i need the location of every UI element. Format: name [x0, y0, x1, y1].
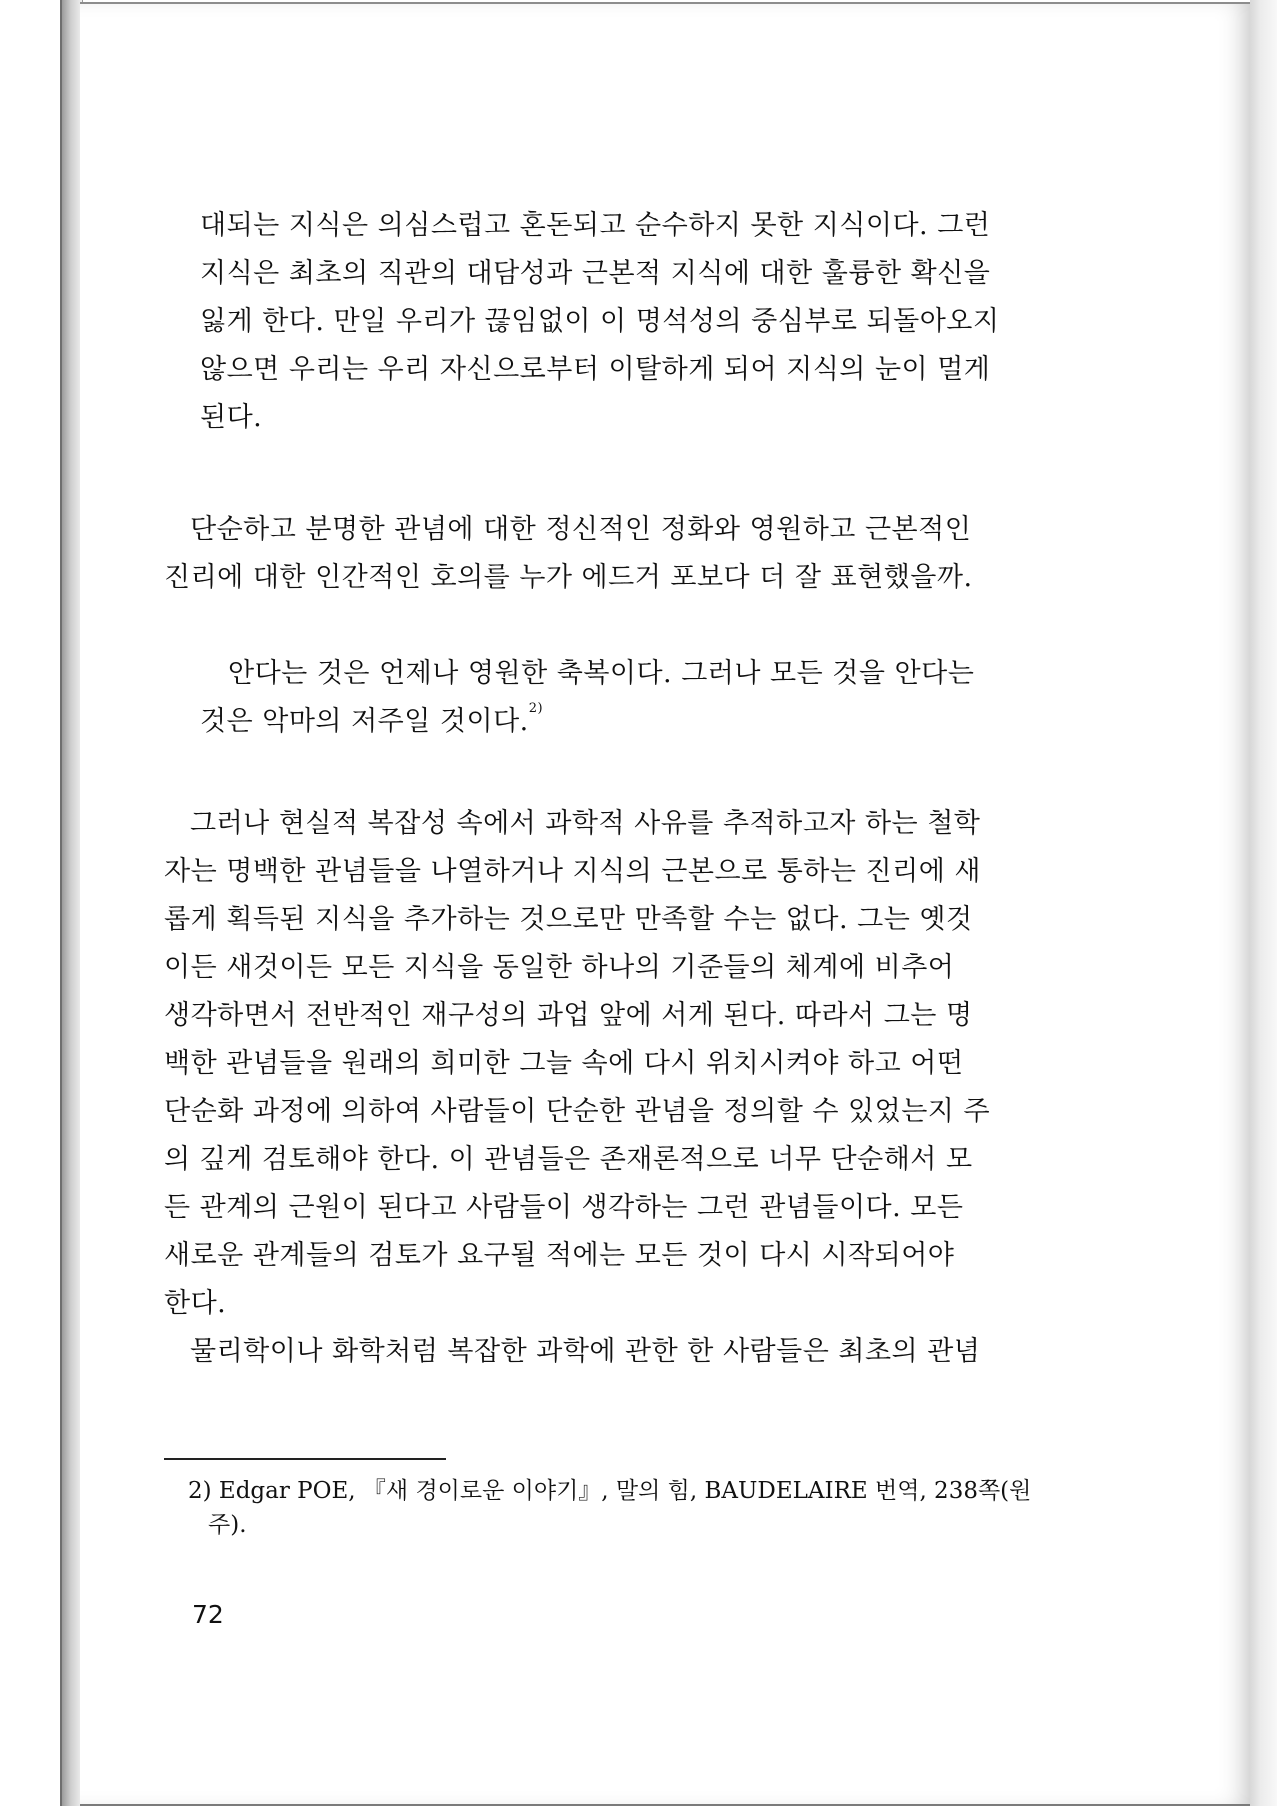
quote-1-line: 대되는 지식은 의심스럽고 혼돈되고 순수하지 못한 지식이다. 그런 [200, 210, 991, 241]
paragraph-2-line: 의 깊게 검토해야 한다. 이 관념들은 존재론적으로 너무 단순해서 모 [164, 1144, 973, 1175]
footnote-divider [164, 1458, 446, 1460]
paragraph-2-line: 그러나 현실적 복잡성 속에서 과학적 사유를 추적하고자 하는 철학 [190, 808, 981, 839]
footnote-line: 주). [208, 1512, 247, 1538]
paragraph-2-line: 자는 명백한 관념들을 나열하거나 지식의 근본으로 통하는 진리에 새 [164, 856, 981, 887]
quote-1-line: 지식은 최초의 직관의 대담성과 근본적 지식에 대한 훌륭한 확신을 [200, 258, 991, 289]
paragraph-1-line: 단순하고 분명한 관념에 대한 정신적인 정화와 영원하고 근본적인 [190, 514, 972, 545]
paragraph-3-line: 물리학이나 화학처럼 복잡한 과학에 관한 한 사람들은 최초의 관념 [190, 1336, 981, 1367]
paragraph-2-line: 생각하면서 전반적인 재구성의 과업 앞에 서게 된다. 따라서 그는 명 [164, 1000, 973, 1031]
paragraph-2 [164, 800, 1119, 1376]
paragraph-2-line: 한다. [164, 1288, 227, 1319]
footnote-line: 2) Edgar POE, 『새 경이로운 이야기』, 말의 힘, BAUDELAIRE 번역, 238쪽(원 [188, 1478, 1032, 1504]
footnote-marker: 2) [528, 701, 544, 716]
quote-2-line-text: 것은 악마의 저주일 것이다. [200, 706, 529, 737]
quote-1-line: 잃게 한다. 만일 우리가 끊임없이 이 명석성의 중심부로 되돌아오지 [200, 306, 1000, 337]
block-quote-2 [200, 650, 1090, 746]
quote-2-line [200, 698, 1090, 746]
page-edge-shadow [1250, 0, 1277, 1806]
quote-1-line: 된다. [200, 402, 263, 433]
block-quote-1 [200, 202, 1090, 442]
quote-2-line: 안다는 것은 언제나 영원한 축복이다. 그러나 모든 것을 안다는 [228, 658, 975, 689]
page-number: 72 [192, 1600, 224, 1629]
paragraph-2-line: 새로운 관계들의 검토가 요구될 적에는 모든 것이 다시 시작되어야 [164, 1240, 955, 1271]
paragraph-1-line: 진리에 대한 인간적인 호의를 누가 에드거 포보다 더 잘 표현했을까. [164, 562, 973, 593]
paragraph-2-line: 단순화 과정에 의하여 사람들이 단순한 관념을 정의할 수 있었는지 주 [164, 1096, 991, 1127]
paragraph-2-line: 든 관계의 근원이 된다고 사람들이 생각하는 그런 관념들이다. 모든 [164, 1192, 964, 1223]
quote-1-line: 않으면 우리는 우리 자신으로부터 이탈하게 되어 지식의 눈이 멀게 [200, 354, 991, 385]
paragraph-2-line: 롭게 획득된 지식을 추가하는 것으로만 만족할 수는 없다. 그는 옛것 [164, 904, 973, 935]
paragraph-2-line: 이든 새것이든 모든 지식을 동일한 하나의 기준들의 체계에 비추어 [164, 952, 955, 983]
paragraph-1 [164, 506, 1119, 602]
footnote [188, 1474, 1118, 1542]
paragraph-2-line: 백한 관념들을 원래의 희미한 그늘 속에 다시 위치시켜야 하고 어떤 [164, 1048, 964, 1079]
